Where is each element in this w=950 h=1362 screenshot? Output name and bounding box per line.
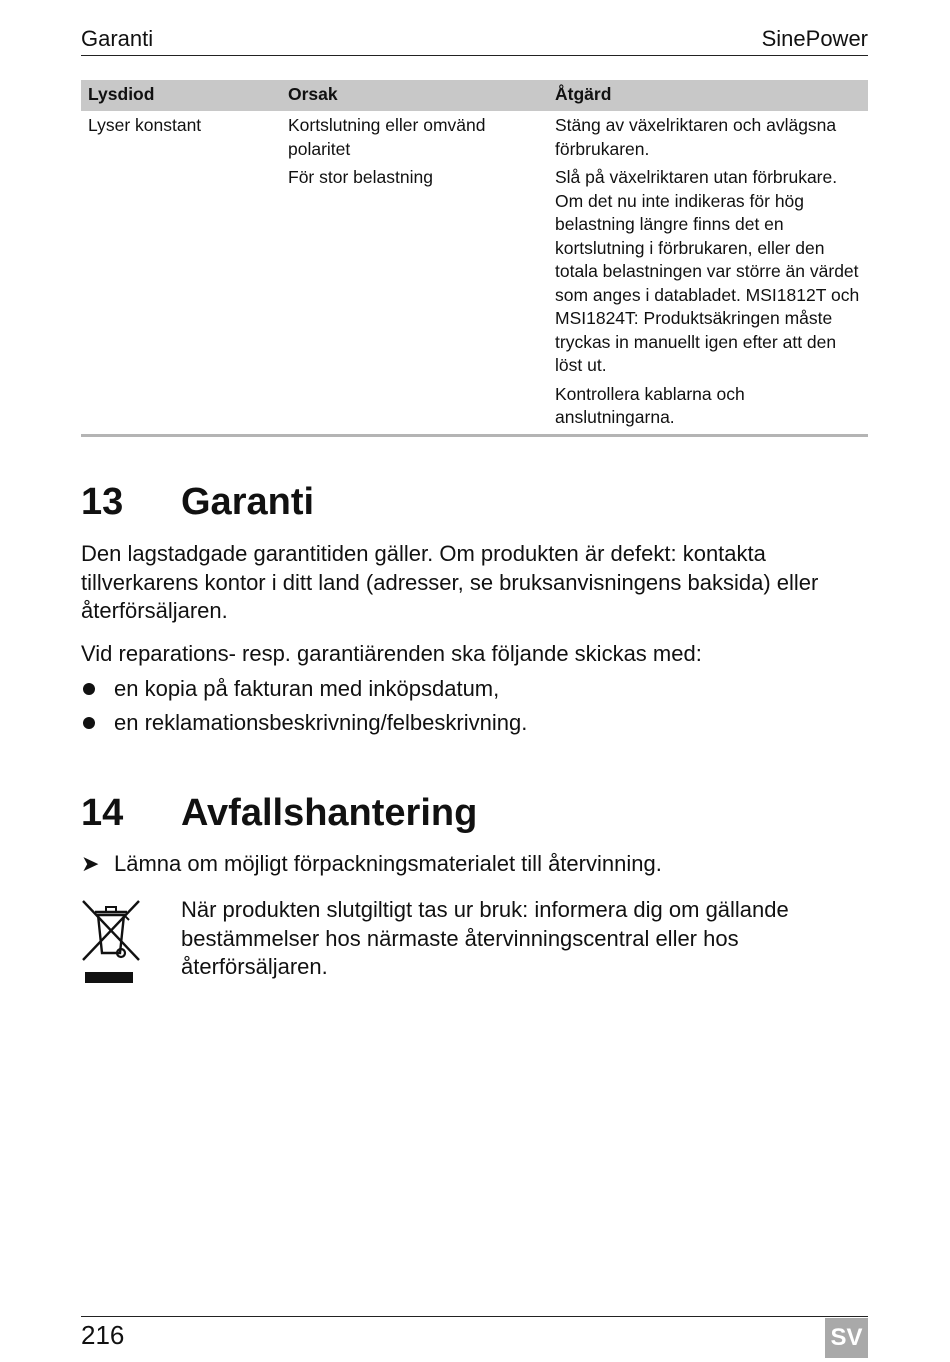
column-header-cause: Orsak — [281, 80, 548, 111]
table-header-row — [81, 80, 868, 111]
list-item-text: en kopia på fakturan med inköpsdatum, — [114, 676, 500, 701]
section-13-title: Garanti — [181, 481, 315, 523]
cell-action: Slå på växelriktaren utan förbrukare. Om det nu inte indikeras för hög belastning längre finns det en kortslutning i förbrukaren, eller den totala belastningen var större än värdet som anges i databladet. MSI1812T och MSI1824T: Produktsäkringen måste tryckas in manuellt igen efter att den löst ut. — [555, 167, 860, 375]
table-row — [81, 383, 868, 436]
page-number: 216 — [81, 1320, 125, 1350]
disposal-paragraph: När produkten slutgiltigt tas ur bruk: informera dig om gällande bestämmelser hos närmaste återvinningscentral eller hos återförsäljaren. — [181, 897, 789, 979]
list-item-text: en reklamationsbeskrivning/felbeskrivning. — [114, 710, 528, 735]
recycling-instruction-text: Lämna om möjligt förpackningsmaterialet till återvinning. — [114, 851, 662, 876]
recycling-instruction — [81, 850, 662, 878]
table-row — [81, 111, 868, 166]
bullet-icon — [83, 683, 95, 695]
language-badge: SV — [825, 1318, 868, 1358]
footer-divider — [81, 1316, 868, 1317]
bullet-icon — [83, 717, 95, 729]
header-product: SinePower — [761, 26, 868, 51]
cell-led: Lyser konstant — [88, 115, 202, 135]
crossed-out-wheelie-bin-icon — [81, 898, 141, 988]
cell-cause: För stor belastning — [288, 167, 433, 187]
cell-led — [81, 166, 281, 383]
warranty-paragraph: Den lagstadgade garantitiden gäller. Om produkten är defekt: kontakta tillverkarens kontor i ditt land (adresser, se bruksanvisningens baksida) eller återförsäljaren. — [81, 541, 819, 623]
header-chapter: Garanti — [81, 26, 154, 51]
cell-cause: Kortslutning eller omvänd polaritet — [288, 115, 486, 159]
section-13-number: 13 — [81, 481, 124, 523]
cell-cause — [281, 383, 548, 436]
section-14-number: 14 — [81, 792, 124, 834]
troubleshooting-table — [81, 80, 868, 437]
running-header — [81, 24, 868, 56]
table-row — [81, 166, 868, 383]
column-header-led: Lysdiod — [81, 80, 281, 111]
warranty-shipping-paragraph: Vid reparations- resp. garantiärenden ska följande skickas med: — [81, 641, 702, 666]
section-14-title: Avfallshantering — [181, 792, 478, 834]
column-header-action: Åtgärd — [548, 80, 868, 111]
cell-led — [81, 383, 281, 436]
cell-action: Kontrollera kablarna och anslutningarna. — [548, 383, 868, 436]
arrow-right-icon: ➤ — [81, 851, 100, 876]
cell-action: Stäng av växelriktaren och avlägsna förbrukaren. — [555, 115, 837, 159]
